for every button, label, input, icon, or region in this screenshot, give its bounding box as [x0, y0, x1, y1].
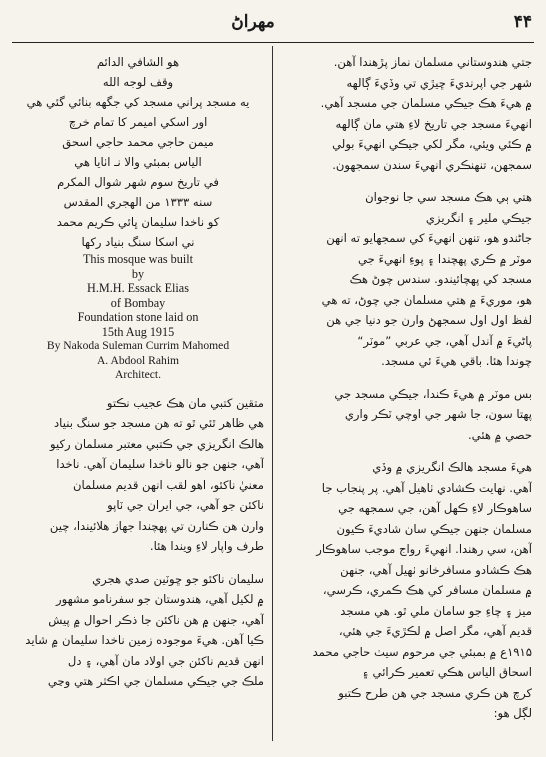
- paragraph: [284, 384, 532, 446]
- text-line: لڳل هو:: [493, 706, 532, 720]
- text-line: جاڻندو هو، تنهن انهيءَ کي سمجهايو ته انهن: [326, 231, 532, 245]
- text-line: لفظ اول اول سمجهڻ وارن جو دنيا جي هن: [326, 313, 532, 327]
- text-line: انهيءَ مسجد جي تاريخ لاءِ هتي مان ڳالهه: [335, 116, 532, 131]
- text-line: هتي ٻي هڪ مسجد سي جا نوجوان: [365, 190, 532, 204]
- text-line: حصي ۾ هئي.: [467, 427, 532, 442]
- text-line: پاڻيءَ ۾ آندل آهي، جي عربي ”موٽر“: [357, 333, 532, 348]
- inscription-urdu-line: ني اسکا سنگ بنياد رکها: [81, 235, 195, 249]
- text-line: هي ظاهر ٿئي ٿو ته هن مسجد جو سنگ بنياد: [54, 416, 264, 430]
- text-line: چوندا هئا. باقي هيءَ ئي مسجد.: [381, 354, 532, 368]
- text-line: ڪيا آهن. هيءَ موجوده زمين ناخدا سليمان ۾ شايد: [25, 633, 264, 647]
- inscription-english-line: Architect.: [114, 368, 162, 381]
- text-line: طرف واپار لاءِ ويندا هئا.: [149, 539, 264, 553]
- text-line: ۾ ڪئي ويئي، مگر لکي جيڪي انهيءَ بولي: [332, 137, 532, 151]
- inscription-english-line: Foundation stone laid on: [77, 310, 199, 324]
- text-line: اسحاق الياس هڪي تعمير ڪرائي ۽: [362, 665, 532, 679]
- text-line: جيڪي ملير ۽ انگريزي: [425, 210, 532, 225]
- text-line: هالڪ انگريزي جي ڪتبي معتبر مسلمان رکيو: [50, 436, 264, 451]
- inscription-english-line: H.M.H. Essack Elias: [87, 281, 189, 295]
- text-line: هيءَ مسجد هالڪ انگريزي ۾ وڏي: [372, 460, 532, 474]
- page-header: [14, 8, 532, 36]
- text-line: وارن هن ڪنارن تي پهچندا جهاز هلائيندا، چين: [49, 518, 264, 533]
- text-line: پهتا سون، جا شهر جي اوچي ٽڪر واري: [344, 407, 532, 421]
- paragraph: [284, 52, 532, 175]
- text-line: ۾ هيءَ هڪ جيڪي مسلمان جي مسجد آهي.: [320, 96, 532, 110]
- text-line: موٽر ۾ ڪري پهچندا ۽ پوءِ انهيءَ جي: [357, 251, 532, 266]
- paragraph: [12, 569, 264, 692]
- text-line: ميز ۽ چاءِ جو سامان ملي ٿو. هي مسجد: [340, 603, 532, 618]
- text-line: آهي، جنهن ۾ هن ناکئن جا ذڪر احوال ۾ پيش: [48, 612, 264, 627]
- text-line: جتي هندوستاني مسلمان نماز پڙهندا آهن.: [333, 55, 532, 69]
- header-rule: [12, 42, 534, 43]
- text-line: سليمان ناکئو جو ڇوٽين صدي هجري: [92, 571, 264, 586]
- text-line: ناکئن جو آهي، جي ايران جي ٽاپو: [107, 498, 264, 512]
- text-line: شهر جي اپرنديءَ ڇيڙي تي وڏيءَ ڳالهه: [346, 75, 532, 90]
- inscription-urdu-line: اور اسکي اميمر کا تمام خرچ: [68, 115, 208, 129]
- inscription-urdu-line: في تاريخ سوم شهر شوال المکرم: [57, 175, 219, 189]
- inscription-urdu-line: الياس بمبئي والا نـ اٺايا هي: [74, 155, 202, 169]
- text-line: ۾ مسلمان مسافر کي هڪ ڪمري، ڪرسي،: [322, 583, 532, 597]
- paragraph: [284, 187, 532, 372]
- inscription-english-line: By Nakoda Suleman Currim Mahomed: [46, 339, 230, 352]
- inscription-urdu-line: سنه ۱۳۳۳ من الهجري المقدس: [63, 195, 213, 209]
- inscription-urdu-line: کو ناخدا سليمان ڀائي ڪريم محمد: [56, 215, 220, 229]
- inscription-english-line: by: [131, 266, 145, 281]
- paragraph: [12, 393, 264, 557]
- right-column: [284, 52, 532, 743]
- running-head: مهراڻ: [231, 12, 275, 32]
- text-line: ۾ لکيل آهي، هندوستان جو سفرنامو مشهور: [56, 592, 264, 606]
- text-line: انهن قديم ناکئن جي اولاد مان آهي، ۽ دل: [67, 653, 264, 668]
- inscription-urdu-line: هو الشافي الدائم: [96, 55, 180, 69]
- text-line: معنيٰ ناکئو، اهو لقب انهن قديم مسلمان: [72, 477, 264, 492]
- inscription-urdu-line: ميمن حاجي محمد حاجي اسحق: [62, 135, 214, 149]
- mosque-inscription: [12, 52, 264, 383]
- page-number: ۴۴: [513, 12, 532, 32]
- column-divider: [272, 46, 273, 741]
- text-line: هڪ ڪشادو مسافرخانو ٺهيل آهي، جنهن: [340, 562, 532, 577]
- text-line: مسجد کي پهچائيندو. سندس چوڻ هڪ: [349, 272, 532, 286]
- inscription-english-line: 15th Aug 1915: [101, 324, 175, 339]
- text-line: متقين کتبي مان هڪ عجيب نڪتو: [106, 395, 264, 410]
- inscription-english-line: of Bombay: [110, 295, 166, 310]
- text-line: قديم آهي، مگر اصل ۾ لڪڙيءَ جي هئي،: [338, 624, 532, 638]
- text-line: بس موٽر ۾ هيءَ ڪندا، جيڪي مسجد جي: [334, 386, 532, 401]
- text-line: مسلمان جنهن جيڪي سان شاديءَ ڪيون: [336, 521, 532, 536]
- paragraph: [284, 457, 532, 724]
- inscription-urdu-line: يه مسجد پراني مسجد کي جگهه بنائي گئي هي: [26, 95, 250, 109]
- text-line: آهي. نهايت ڪشادي ٺاهيل آهي. پر پنجاب جا: [321, 480, 532, 495]
- text-line: کرچ هن ڪري مسجد جي هن طرح ڪتبو: [338, 685, 532, 700]
- inscription-english-line: This mosque was built: [82, 252, 194, 266]
- left-column: [12, 52, 264, 743]
- text-line: سمجهن، تنهنڪري انهيءَ سندن سمجهون.: [332, 157, 532, 172]
- inscription-english-line: A. Abdool Rahim: [96, 353, 180, 367]
- text-line: هو، موريءَ ۾ هتي مسلمان جي چوڻ، ته هي: [321, 292, 532, 307]
- inscription-urdu-line: وقف لوجه الله: [102, 75, 174, 89]
- text-line: آهي، جنهن جو نالو ناخدا سليمان آهي. ناخدا: [56, 457, 264, 471]
- text-line: ساهوڪار لاءِ ڪهل آهن، جي سمجهه جي: [338, 501, 532, 515]
- text-line: آهن، سي رهندا. انهيءَ رواج موجب ساهوڪار: [316, 542, 532, 556]
- text-line: ۱۹۱۵ع ۾ بمبئي جي مرحوم سيٺ حاجي محمد: [312, 644, 532, 659]
- text-line: ملڪ جي جيڪي مسلمان جي اڪثر هتي وڃي: [47, 674, 264, 688]
